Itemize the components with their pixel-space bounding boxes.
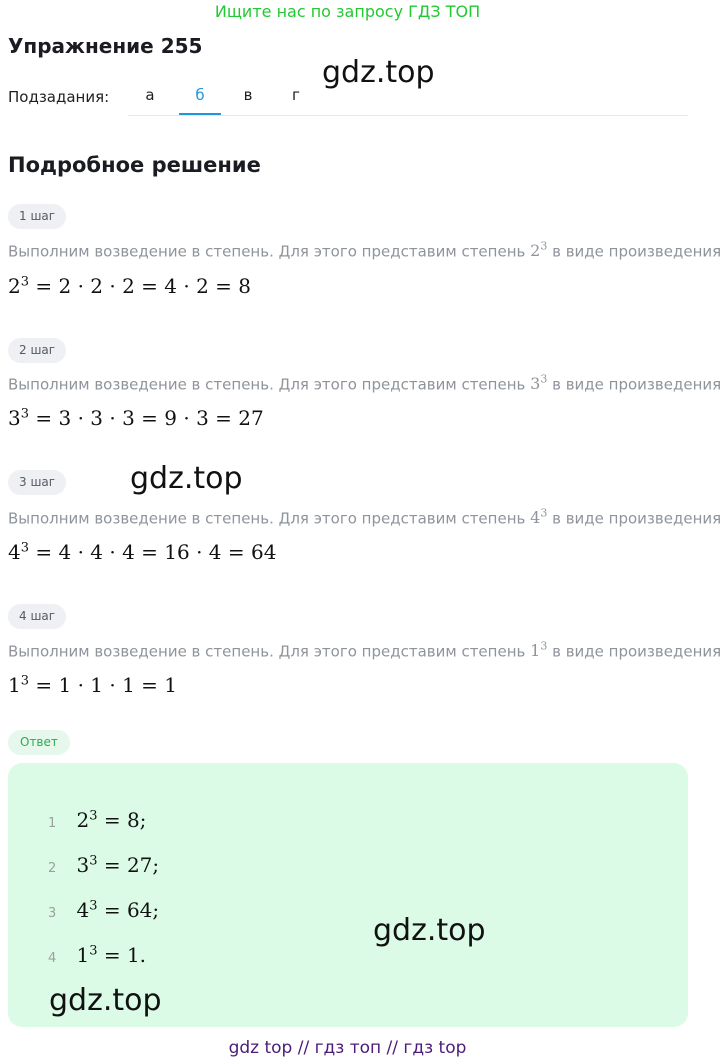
tab-a[interactable]: а xyxy=(145,86,155,104)
answer-item: 3 $4^3 = 64$; xyxy=(48,898,160,922)
page-title: Упражнение 255 xyxy=(8,34,203,58)
answer-box xyxy=(8,763,688,1027)
step-badge: 4 шаг xyxy=(8,604,66,629)
step-description: Выполним возведение в степень. Для этого представим степень $3^3$ в виде произведения xyxy=(8,373,721,394)
watermark: gdz.top xyxy=(130,461,243,496)
footer-links[interactable]: gdz top // гдз топ // гдз top xyxy=(228,1038,467,1058)
step-description: Выполним возведение в степень. Для этого представим степень $4^3$ в виде произведения xyxy=(8,507,721,528)
step-description: Выполним возведение в степень. Для этого представим степень $2^3$ в виде произведения xyxy=(8,240,721,261)
watermark: gdz.top xyxy=(373,913,486,948)
tab-b[interactable]: б xyxy=(179,86,221,115)
step-formula: $3^3 = 3 \cdot 3 \cdot 3 = 9 \cdot 3 = 27$ xyxy=(8,406,264,430)
section-title: Подробное решение xyxy=(8,153,261,177)
step-formula: $2^3 = 2 \cdot 2 \cdot 2 = 4 \cdot 2 = 8$ xyxy=(8,274,251,298)
step-formula: $4^3 = 4 \cdot 4 \cdot 4 = 16 \cdot 4 = 64$ xyxy=(8,540,277,564)
answer-badge: Ответ xyxy=(8,730,70,755)
step-badge: 1 шаг xyxy=(8,204,66,229)
tab-v[interactable]: в xyxy=(243,86,253,104)
step-badge: 3 шаг xyxy=(8,470,66,495)
subtasks-label: Подзадания: xyxy=(8,88,110,106)
step-badge: 2 шаг xyxy=(8,338,66,363)
answer-item: 1 $2^3 = 8$; xyxy=(48,808,147,832)
answer-item: 4 $1^3 = 1$. xyxy=(48,943,147,967)
tabs-divider xyxy=(128,115,688,116)
step-description: Выполним возведение в степень. Для этого представим степень $1^3$ в виде произведения xyxy=(8,640,721,661)
answer-item: 2 $3^3 = 27$; xyxy=(48,853,160,877)
watermark: gdz.top xyxy=(49,983,162,1018)
search-banner: Ищите нас по запросу ГДЗ ТОП xyxy=(214,2,481,21)
tab-g[interactable]: г xyxy=(292,86,300,104)
step-formula: $1^3 = 1 \cdot 1 \cdot 1 = 1$ xyxy=(8,673,178,697)
watermark: gdz.top xyxy=(322,55,435,90)
